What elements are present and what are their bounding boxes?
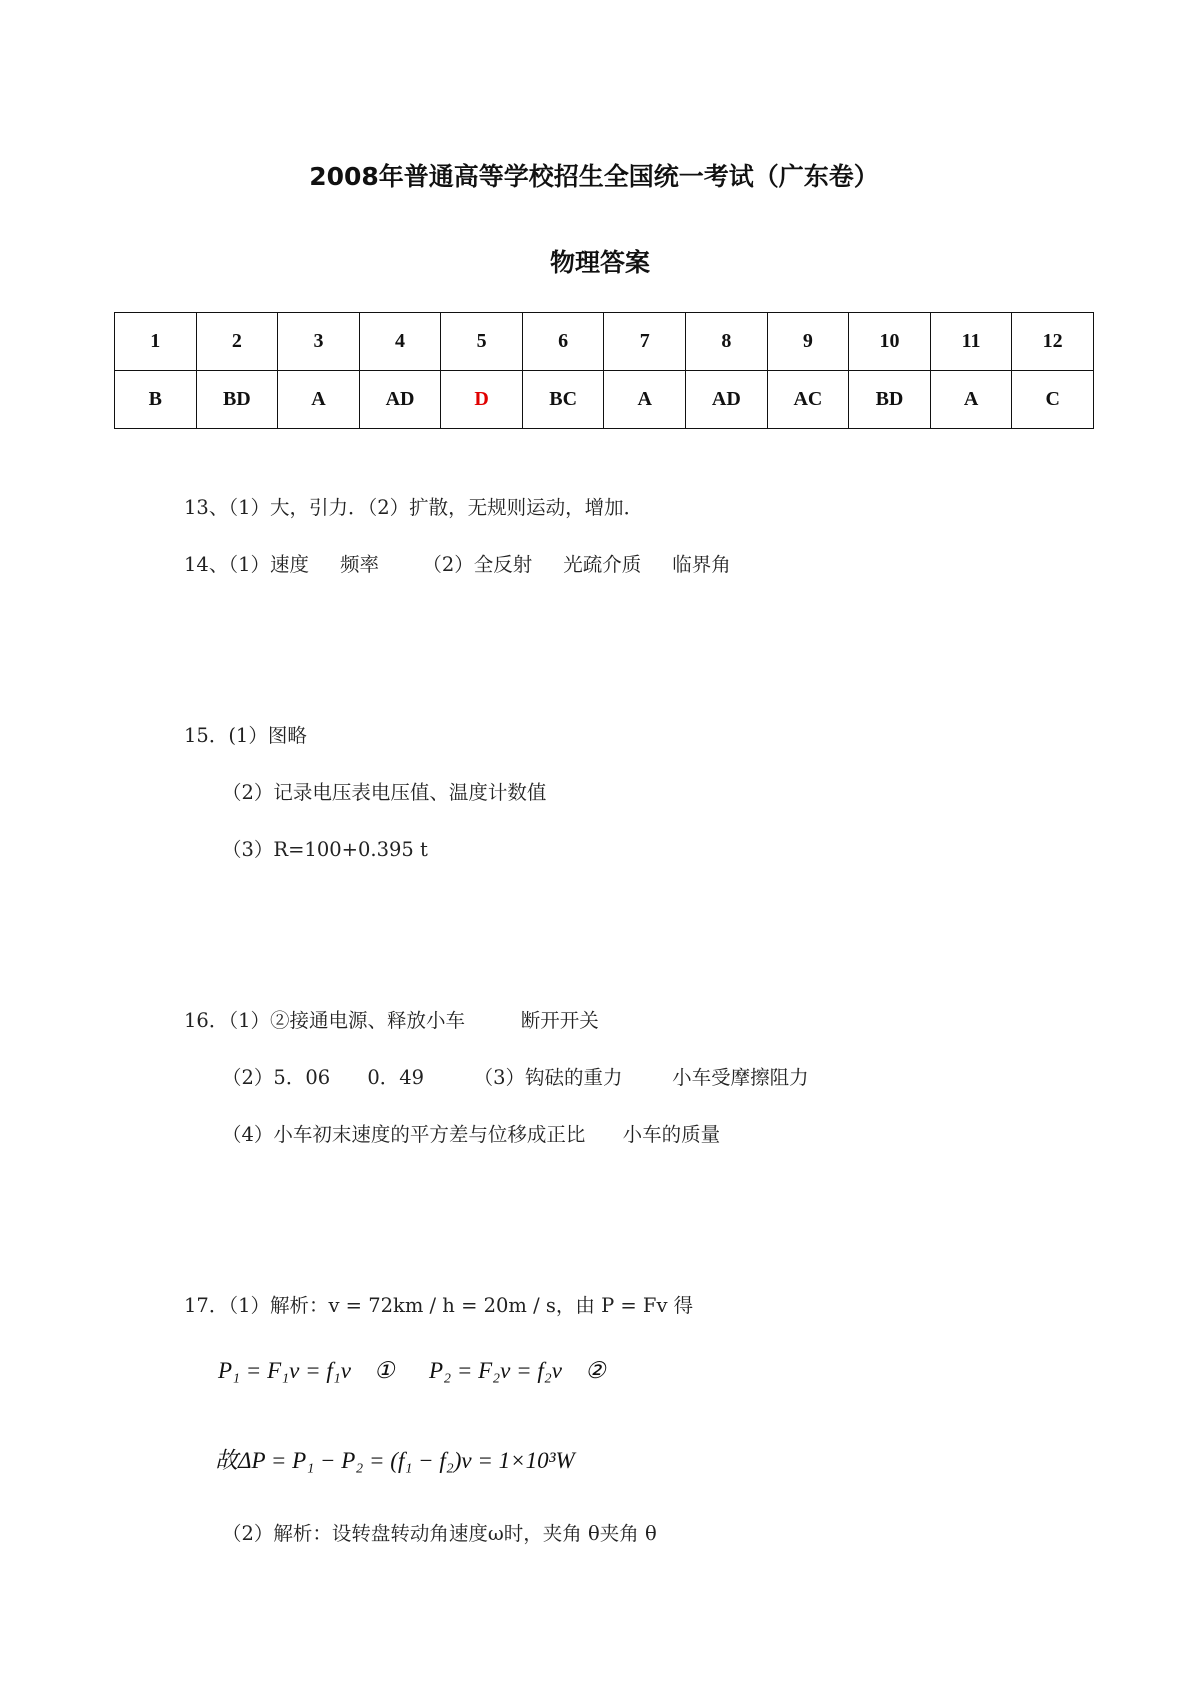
answer-17-equation-1: P₁ = F₁v = f₁v ① P₂ = F₂v = f₂v ② [218,1358,606,1383]
answer-table-answer-row [115,371,1094,429]
answer-14: 14、（1）速度 频率 （2）全反射 光疏介质 临界角 [184,553,731,576]
answer-cell: BD [196,371,278,429]
answer-17-line-1: 17．（1）解析：v = 72km / h = 20m / s，由 P = Fv 得 [184,1294,694,1317]
answer-16-line-2: （2）5．06 0．49 （3）钩砝的重力 小车受摩擦阻力 [222,1066,809,1089]
answer-15-line-1: 15．(1）图略 [184,724,307,747]
answer-cell: AC [767,371,849,429]
answer-17-equation-2: 故ΔP = P₁ − P₂ = (f₁ − f₂)v = 1×10³W [215,1448,575,1473]
question-number-cell: 11 [930,313,1012,371]
answer-cell: BD [849,371,931,429]
question-number-cell: 1 [115,313,197,371]
answer-16-line-3: （4）小车初末速度的平方差与位移成正比 小车的质量 [222,1123,721,1146]
question-number-cell: 8 [686,313,768,371]
question-number-cell: 10 [849,313,931,371]
question-number-cell: 4 [359,313,441,371]
question-number-cell: 6 [522,313,604,371]
question-number-cell: 7 [604,313,686,371]
answer-16-line-1: 16．（1）②接通电源、释放小车 断开开关 [184,1009,599,1032]
document-title: 2008年普通高等学校招生全国统一考试（广东卷） [309,162,879,191]
answer-15-line-2: （2）记录电压表电压值、温度计数值 [222,781,547,804]
question-number-cell: 9 [767,313,849,371]
document-subtitle: 物理答案 [549,248,650,277]
answer-cell: A [604,371,686,429]
answer-13: 13、（1）大，引力．（2）扩散，无规则运动，增加． [184,496,644,519]
answer-cell: C [1012,371,1094,429]
answer-cell: B [115,371,197,429]
answer-15-line-3: （3）R=100+0.395 t [222,838,428,861]
answer-cell-highlighted: D [441,371,523,429]
answer-cell: AD [359,371,441,429]
answer-cell: AD [686,371,768,429]
answer-17-line-4: （2）解析：设转盘转动角速度ω时，夹角 θ夹角 θ [222,1522,657,1545]
question-number-cell: 12 [1012,313,1094,371]
question-number-cell: 3 [278,313,360,371]
answer-cell: A [930,371,1012,429]
answer-table [114,312,1094,429]
question-number-cell: 2 [196,313,278,371]
question-number-cell: 5 [441,313,523,371]
answer-table-number-row [115,313,1094,371]
answer-cell: A [278,371,360,429]
answer-cell: BC [522,371,604,429]
